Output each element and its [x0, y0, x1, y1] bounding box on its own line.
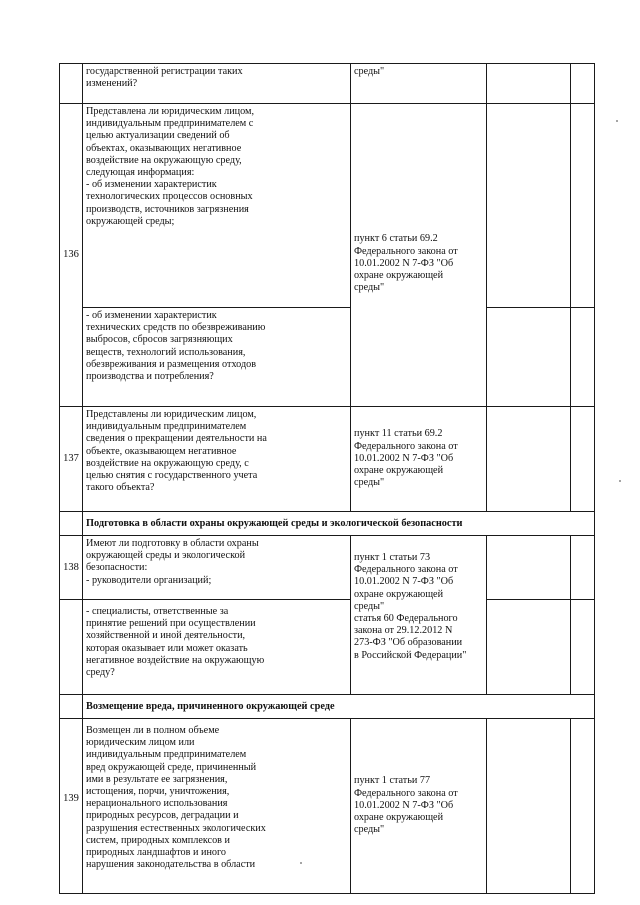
note-cell: [570, 535, 595, 599]
row-number: 137: [59, 406, 82, 511]
answer-cell: [486, 307, 570, 406]
answer-cell: [486, 63, 570, 103]
answer-cell: [486, 718, 570, 893]
requirement-text: - специалисты, ответственные за принятие решений при осуществлении хозяйственной и иной деятельности, которая оказывает или может оказать негативное воздействие на окружающую среду?: [82, 599, 350, 694]
scan-speck: [300, 862, 302, 864]
requirement-text: государственной регистрации таких изменений?: [82, 63, 350, 103]
section-heading: Подготовка в области охраны окружающей среды и экологической безопасности: [82, 511, 595, 535]
note-cell: [570, 718, 595, 893]
legal-reference: пункт 1 статьи 73 Федерального закона от 10.01.2002 N 7-ФЗ "Об охране окружающей среды" статья 60 Федерального закона от 29.12.2012 N 273-ФЗ "Об образовании в Российской Федерации": [350, 535, 486, 694]
section-row: [59, 511, 595, 535]
table-row: [59, 63, 595, 103]
row-number: 138: [59, 535, 82, 599]
section-heading: Возмещение вреда, причиненного окружающей среде: [82, 694, 595, 718]
legal-reference: пункт 6 статьи 69.2 Федерального закона от 10.01.2002 N 7-ФЗ "Об охране окружающей среды": [350, 103, 486, 406]
table-bottom-border: [59, 893, 595, 894]
row-number: [59, 599, 82, 694]
legal-reference: пункт 11 статьи 69.2 Федерального закона от 10.01.2002 N 7-ФЗ "Об охране окружающей среды": [350, 406, 486, 511]
requirement-text: - об изменении характеристик технических средств по обезвреживанию выбросов, сбросов загрязняющих веществ, технологий использования, обезвреживания и размещения отходов производства и потребления?: [82, 307, 350, 406]
note-cell: [570, 63, 595, 103]
table-row: [59, 307, 595, 406]
note-cell: [570, 599, 595, 694]
note-cell: [570, 307, 595, 406]
table-row: [59, 599, 595, 694]
answer-cell: [486, 103, 570, 307]
row-number: [59, 694, 82, 718]
requirement-text: Имеют ли подготовку в области охраны окружающей среды и экологической безопасности: - руководители организаций;: [82, 535, 350, 599]
row-number: [59, 511, 82, 535]
row-number: 136: [59, 103, 82, 406]
table-row: [59, 718, 595, 893]
note-cell: [570, 103, 595, 307]
note-cell: [570, 406, 595, 511]
requirement-text: Представлена ли юридическим лицом, индивидуальным предпринимателем с целью актуализации сведений об объектах, оказывающих негативное воздействие на окружающую среду, следующая информация: - об изменении характеристик технологических процессов основных производств, источников загрязнения окружающей среды;: [82, 103, 350, 307]
legal-reference: пункт 1 статьи 77 Федерального закона от 10.01.2002 N 7-ФЗ "Об охране окружающей среды": [350, 718, 486, 893]
legal-reference: среды": [350, 63, 486, 103]
answer-cell: [486, 406, 570, 511]
scan-speck: [619, 480, 621, 482]
row-number: [59, 63, 82, 103]
section-row: [59, 694, 595, 718]
requirement-text: Возмещен ли в полном объеме юридическим лицом или индивидуальным предпринимателем вред окружающей среде, причиненный ими в результате ее загрязнения, истощения, порчи, уничтожения, нерационального использования природных ресурсов, деградации и разрушения естественных экологических систем, природных комплексов и природных ландшафтов и иного нарушения законодательства в области: [82, 718, 350, 893]
row-number: 139: [59, 718, 82, 893]
answer-cell: [486, 599, 570, 694]
scan-speck: [616, 120, 618, 122]
requirement-text: Представлены ли юридическим лицом, индивидуальным предпринимателем сведения о прекращении деятельности на объекте, оказывающем негативное воздействие на окружающую среду, с целью снятия с государственного учета такого объекта?: [82, 406, 350, 511]
answer-cell: [486, 535, 570, 599]
table-row: [59, 406, 595, 511]
table-row: [59, 103, 595, 307]
